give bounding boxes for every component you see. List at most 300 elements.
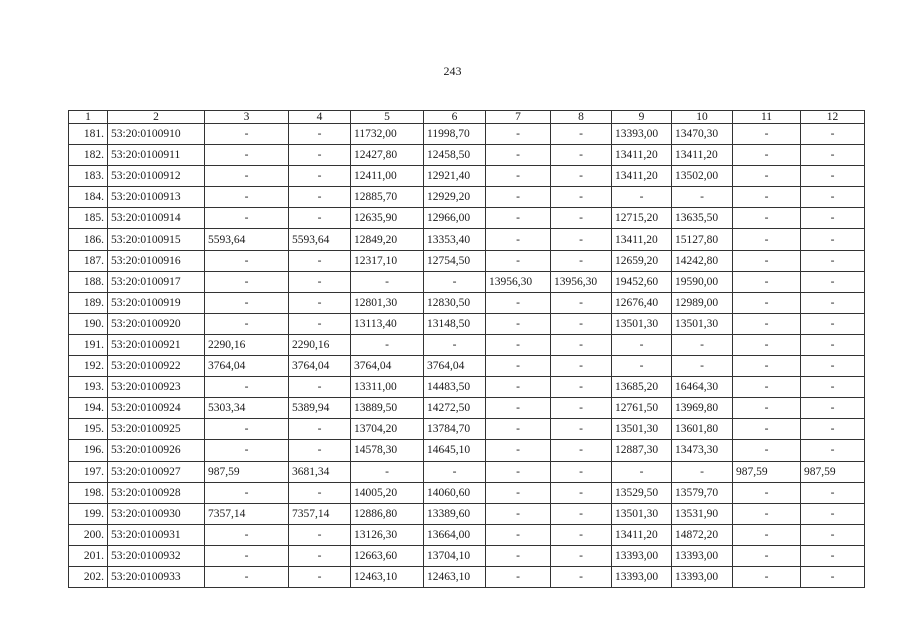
value-cell: - <box>486 461 551 482</box>
value-cell: - <box>551 124 612 145</box>
value-cell: - <box>551 229 612 250</box>
value-cell: 13784,70 <box>424 419 486 440</box>
value-cell: - <box>733 545 801 566</box>
value-cell: 12635,90 <box>351 208 424 229</box>
value-cell: 14578,30 <box>351 440 424 461</box>
value-cell: 13969,80 <box>672 398 733 419</box>
value-cell: - <box>424 461 486 482</box>
column-header-8: 8 <box>551 111 612 124</box>
value-cell: 12885,70 <box>351 187 424 208</box>
table-row <box>69 440 865 461</box>
value-cell: 13664,00 <box>424 524 486 545</box>
value-cell: - <box>551 334 612 355</box>
cadastral-number-cell: 53:20:0100915 <box>108 229 205 250</box>
value-cell: 14060,60 <box>424 482 486 503</box>
table-row <box>69 229 865 250</box>
table-row <box>69 398 865 419</box>
value-cell: - <box>733 334 801 355</box>
value-cell: 12754,50 <box>424 250 486 271</box>
value-cell: - <box>486 250 551 271</box>
value-cell: 987,59 <box>205 461 289 482</box>
value-cell: - <box>486 566 551 587</box>
value-cell: - <box>289 271 351 292</box>
value-cell: - <box>486 503 551 524</box>
value-cell: - <box>205 313 289 334</box>
value-cell: - <box>733 250 801 271</box>
value-cell: 12966,00 <box>424 208 486 229</box>
value-cell: - <box>289 524 351 545</box>
value-cell: 12411,00 <box>351 166 424 187</box>
value-cell: - <box>551 292 612 313</box>
value-cell: - <box>486 398 551 419</box>
row-number-cell: 193. <box>69 377 108 398</box>
column-header-5: 5 <box>351 111 424 124</box>
value-cell: 13389,60 <box>424 503 486 524</box>
value-cell: 12921,40 <box>424 166 486 187</box>
value-cell: - <box>486 356 551 377</box>
value-cell: - <box>733 271 801 292</box>
value-cell: - <box>205 482 289 503</box>
value-cell: - <box>424 334 486 355</box>
value-cell: - <box>486 545 551 566</box>
value-cell: 13956,30 <box>486 271 551 292</box>
value-cell: - <box>801 356 865 377</box>
value-cell: - <box>801 229 865 250</box>
value-cell: 19452,60 <box>612 271 672 292</box>
value-cell: 12989,00 <box>672 292 733 313</box>
value-cell: - <box>486 440 551 461</box>
row-number-cell: 199. <box>69 503 108 524</box>
value-cell: - <box>733 292 801 313</box>
row-number-cell: 186. <box>69 229 108 250</box>
value-cell: - <box>551 145 612 166</box>
cadastral-number-cell: 53:20:0100932 <box>108 545 205 566</box>
column-header-3: 3 <box>205 111 289 124</box>
cadastral-number-cell: 53:20:0100930 <box>108 503 205 524</box>
value-cell: 13126,30 <box>351 524 424 545</box>
value-cell: 13704,20 <box>351 419 424 440</box>
cadastral-number-cell: 53:20:0100912 <box>108 166 205 187</box>
value-cell: 7357,14 <box>205 503 289 524</box>
value-cell: - <box>205 524 289 545</box>
row-number-cell: 185. <box>69 208 108 229</box>
column-header-9: 9 <box>612 111 672 124</box>
table-row <box>69 377 865 398</box>
cadastral-number-cell: 53:20:0100933 <box>108 566 205 587</box>
value-cell: - <box>289 545 351 566</box>
row-number-cell: 201. <box>69 545 108 566</box>
value-cell: - <box>289 166 351 187</box>
table-row <box>69 250 865 271</box>
value-cell: - <box>733 313 801 334</box>
value-cell: - <box>486 313 551 334</box>
value-cell: - <box>801 166 865 187</box>
value-cell: - <box>289 292 351 313</box>
cadastral-number-cell: 53:20:0100923 <box>108 377 205 398</box>
value-cell: - <box>351 461 424 482</box>
value-cell: - <box>801 545 865 566</box>
table-row <box>69 313 865 334</box>
column-header-4: 4 <box>289 111 351 124</box>
value-cell: - <box>486 292 551 313</box>
value-cell: - <box>801 334 865 355</box>
cadastral-number-cell: 53:20:0100927 <box>108 461 205 482</box>
value-cell: 12458,50 <box>424 145 486 166</box>
value-cell: - <box>551 208 612 229</box>
value-cell: - <box>551 524 612 545</box>
column-header-7: 7 <box>486 111 551 124</box>
table-row <box>69 356 865 377</box>
row-number-cell: 183. <box>69 166 108 187</box>
cadastral-number-cell: 53:20:0100924 <box>108 398 205 419</box>
value-cell: - <box>551 398 612 419</box>
value-cell: 13501,30 <box>612 313 672 334</box>
table-body <box>69 124 865 588</box>
cadastral-number-cell: 53:20:0100913 <box>108 187 205 208</box>
value-cell: 16464,30 <box>672 377 733 398</box>
cadastral-number-cell: 53:20:0100911 <box>108 145 205 166</box>
value-cell: - <box>205 208 289 229</box>
value-cell: - <box>289 250 351 271</box>
value-cell: 987,59 <box>733 461 801 482</box>
value-cell: 13113,40 <box>351 313 424 334</box>
value-cell: 13956,30 <box>551 271 612 292</box>
value-cell: 13393,00 <box>672 545 733 566</box>
value-cell: - <box>486 166 551 187</box>
value-cell: - <box>486 482 551 503</box>
value-cell: - <box>289 566 351 587</box>
column-header-10: 10 <box>672 111 733 124</box>
value-cell: - <box>289 313 351 334</box>
value-cell: 5389,94 <box>289 398 351 419</box>
value-cell: 15127,80 <box>672 229 733 250</box>
value-cell: - <box>551 503 612 524</box>
row-number-cell: 191. <box>69 334 108 355</box>
value-cell: 3764,04 <box>424 356 486 377</box>
value-cell: 13501,30 <box>612 419 672 440</box>
value-cell: - <box>486 229 551 250</box>
value-cell: - <box>486 145 551 166</box>
value-cell: - <box>733 145 801 166</box>
value-cell: - <box>289 482 351 503</box>
value-cell: - <box>733 524 801 545</box>
value-cell: 12463,10 <box>424 566 486 587</box>
value-cell: - <box>205 250 289 271</box>
value-cell: - <box>672 334 733 355</box>
value-cell: - <box>289 208 351 229</box>
value-cell: - <box>801 524 865 545</box>
value-cell: 14645,10 <box>424 440 486 461</box>
value-cell: - <box>801 398 865 419</box>
value-cell: - <box>801 419 865 440</box>
value-cell: 987,59 <box>801 461 865 482</box>
value-cell: - <box>486 334 551 355</box>
value-cell: - <box>205 566 289 587</box>
value-cell: - <box>801 187 865 208</box>
data-table <box>68 110 865 588</box>
value-cell: 13529,50 <box>612 482 672 503</box>
value-cell: - <box>551 566 612 587</box>
value-cell: 3764,04 <box>351 356 424 377</box>
value-cell: 13411,20 <box>612 524 672 545</box>
value-cell: - <box>205 440 289 461</box>
cadastral-number-cell: 53:20:0100920 <box>108 313 205 334</box>
value-cell: 13393,00 <box>612 124 672 145</box>
row-number-cell: 190. <box>69 313 108 334</box>
value-cell: 13411,20 <box>672 145 733 166</box>
row-number-cell: 197. <box>69 461 108 482</box>
value-cell: 11732,00 <box>351 124 424 145</box>
table-header-row <box>69 111 865 124</box>
column-header-2: 2 <box>108 111 205 124</box>
cadastral-number-cell: 53:20:0100919 <box>108 292 205 313</box>
table-row <box>69 461 865 482</box>
value-cell: 14483,50 <box>424 377 486 398</box>
value-cell: - <box>551 482 612 503</box>
value-cell: 13353,40 <box>424 229 486 250</box>
value-cell: 5303,34 <box>205 398 289 419</box>
value-cell: 12801,30 <box>351 292 424 313</box>
value-cell: - <box>486 377 551 398</box>
value-cell: - <box>205 545 289 566</box>
value-cell: - <box>205 145 289 166</box>
value-cell: 13501,30 <box>612 503 672 524</box>
value-cell: - <box>424 271 486 292</box>
value-cell: 12427,80 <box>351 145 424 166</box>
value-cell: - <box>733 377 801 398</box>
cadastral-number-cell: 53:20:0100931 <box>108 524 205 545</box>
value-cell: 13889,50 <box>351 398 424 419</box>
value-cell: 2290,16 <box>289 334 351 355</box>
value-cell: - <box>289 377 351 398</box>
value-cell: - <box>205 419 289 440</box>
row-number-cell: 189. <box>69 292 108 313</box>
value-cell: - <box>801 271 865 292</box>
cadastral-number-cell: 53:20:0100928 <box>108 482 205 503</box>
table-row <box>69 524 865 545</box>
value-cell: 12663,60 <box>351 545 424 566</box>
row-number-cell: 181. <box>69 124 108 145</box>
value-cell: - <box>289 187 351 208</box>
value-cell: 7357,14 <box>289 503 351 524</box>
value-cell: 12887,30 <box>612 440 672 461</box>
value-cell: - <box>733 356 801 377</box>
cadastral-number-cell: 53:20:0100910 <box>108 124 205 145</box>
table-row <box>69 187 865 208</box>
value-cell: - <box>801 208 865 229</box>
column-header-12: 12 <box>801 111 865 124</box>
value-cell: 13601,80 <box>672 419 733 440</box>
value-cell: 13704,10 <box>424 545 486 566</box>
table-row <box>69 545 865 566</box>
value-cell: 3764,04 <box>289 356 351 377</box>
value-cell: 12761,50 <box>612 398 672 419</box>
value-cell: - <box>801 482 865 503</box>
value-cell: - <box>551 313 612 334</box>
row-number-cell: 188. <box>69 271 108 292</box>
value-cell: - <box>733 166 801 187</box>
cadastral-number-cell: 53:20:0100926 <box>108 440 205 461</box>
cadastral-number-cell: 53:20:0100921 <box>108 334 205 355</box>
value-cell: 13579,70 <box>672 482 733 503</box>
table-row <box>69 334 865 355</box>
column-header-1: 1 <box>69 111 108 124</box>
value-cell: - <box>551 356 612 377</box>
value-cell: - <box>351 334 424 355</box>
table-row <box>69 124 865 145</box>
value-cell: - <box>612 356 672 377</box>
row-number-cell: 187. <box>69 250 108 271</box>
value-cell: - <box>205 377 289 398</box>
value-cell: 13393,00 <box>612 545 672 566</box>
table-row <box>69 208 865 229</box>
cadastral-number-cell: 53:20:0100914 <box>108 208 205 229</box>
value-cell: - <box>801 124 865 145</box>
value-cell: 12886,80 <box>351 503 424 524</box>
value-cell: - <box>801 377 865 398</box>
value-cell: - <box>733 124 801 145</box>
value-cell: 5593,64 <box>289 229 351 250</box>
value-cell: - <box>205 124 289 145</box>
row-number-cell: 192. <box>69 356 108 377</box>
row-number-cell: 184. <box>69 187 108 208</box>
value-cell: - <box>733 187 801 208</box>
cadastral-number-cell: 53:20:0100922 <box>108 356 205 377</box>
value-cell: - <box>551 166 612 187</box>
value-cell: 14872,20 <box>672 524 733 545</box>
value-cell: 14005,20 <box>351 482 424 503</box>
cadastral-number-cell: 53:20:0100916 <box>108 250 205 271</box>
value-cell: 14272,50 <box>424 398 486 419</box>
value-cell: - <box>486 524 551 545</box>
value-cell: 13411,20 <box>612 229 672 250</box>
value-cell: - <box>733 419 801 440</box>
value-cell: - <box>486 187 551 208</box>
value-cell: 13411,20 <box>612 145 672 166</box>
value-cell: - <box>801 250 865 271</box>
cadastral-number-cell: 53:20:0100917 <box>108 271 205 292</box>
value-cell: 5593,64 <box>205 229 289 250</box>
value-cell: 12659,20 <box>612 250 672 271</box>
value-cell: 12676,40 <box>612 292 672 313</box>
table-row <box>69 271 865 292</box>
table-row <box>69 566 865 587</box>
value-cell: - <box>733 208 801 229</box>
row-number-cell: 182. <box>69 145 108 166</box>
value-cell: 13148,50 <box>424 313 486 334</box>
value-cell: - <box>205 187 289 208</box>
value-cell: - <box>612 461 672 482</box>
value-cell: 13502,00 <box>672 166 733 187</box>
value-cell: - <box>612 334 672 355</box>
value-cell: - <box>205 166 289 187</box>
value-cell: 13393,00 <box>672 566 733 587</box>
value-cell: - <box>551 187 612 208</box>
value-cell: 2290,16 <box>205 334 289 355</box>
value-cell: 13470,30 <box>672 124 733 145</box>
table-row <box>69 503 865 524</box>
table-row <box>69 482 865 503</box>
row-number-cell: 194. <box>69 398 108 419</box>
value-cell: - <box>672 187 733 208</box>
value-cell: - <box>551 545 612 566</box>
value-cell: - <box>672 356 733 377</box>
value-cell: 12929,20 <box>424 187 486 208</box>
value-cell: 13635,50 <box>672 208 733 229</box>
value-cell: - <box>801 566 865 587</box>
value-cell: - <box>205 271 289 292</box>
value-cell: 3681,34 <box>289 461 351 482</box>
value-cell: 13393,00 <box>612 566 672 587</box>
value-cell: 13473,30 <box>672 440 733 461</box>
value-cell: - <box>486 124 551 145</box>
table-row <box>69 292 865 313</box>
value-cell: - <box>801 503 865 524</box>
value-cell: - <box>672 461 733 482</box>
value-cell: 13685,20 <box>612 377 672 398</box>
value-cell: 12463,10 <box>351 566 424 587</box>
value-cell: - <box>205 292 289 313</box>
value-cell: - <box>733 503 801 524</box>
value-cell: - <box>551 419 612 440</box>
value-cell: - <box>801 292 865 313</box>
value-cell: - <box>289 419 351 440</box>
value-cell: 19590,00 <box>672 271 733 292</box>
value-cell: - <box>289 145 351 166</box>
page-number: 243 <box>443 64 462 78</box>
value-cell: 11998,70 <box>424 124 486 145</box>
value-cell: - <box>612 187 672 208</box>
row-number-cell: 200. <box>69 524 108 545</box>
row-number-cell: 202. <box>69 566 108 587</box>
column-header-6: 6 <box>424 111 486 124</box>
value-cell: - <box>551 377 612 398</box>
value-cell: 12830,50 <box>424 292 486 313</box>
value-cell: 13311,00 <box>351 377 424 398</box>
table-row <box>69 419 865 440</box>
value-cell: - <box>801 440 865 461</box>
row-number-cell: 198. <box>69 482 108 503</box>
value-cell: - <box>733 229 801 250</box>
value-cell: 13411,20 <box>612 166 672 187</box>
value-cell: - <box>486 208 551 229</box>
table-row <box>69 145 865 166</box>
table-row <box>69 166 865 187</box>
value-cell: 14242,80 <box>672 250 733 271</box>
value-cell: 12849,20 <box>351 229 424 250</box>
value-cell: 3764,04 <box>205 356 289 377</box>
value-cell: 12317,10 <box>351 250 424 271</box>
value-cell: - <box>733 398 801 419</box>
value-cell: 13501,30 <box>672 313 733 334</box>
value-cell: - <box>733 482 801 503</box>
value-cell: - <box>551 461 612 482</box>
column-header-11: 11 <box>733 111 801 124</box>
cadastral-number-cell: 53:20:0100925 <box>108 419 205 440</box>
value-cell: - <box>289 124 351 145</box>
value-cell: - <box>289 440 351 461</box>
value-cell: - <box>733 440 801 461</box>
value-cell: - <box>551 250 612 271</box>
value-cell: 12715,20 <box>612 208 672 229</box>
value-cell: - <box>351 271 424 292</box>
value-cell: - <box>733 566 801 587</box>
value-cell: - <box>486 419 551 440</box>
value-cell: - <box>801 313 865 334</box>
row-number-cell: 196. <box>69 440 108 461</box>
value-cell: - <box>551 440 612 461</box>
value-cell: - <box>801 145 865 166</box>
